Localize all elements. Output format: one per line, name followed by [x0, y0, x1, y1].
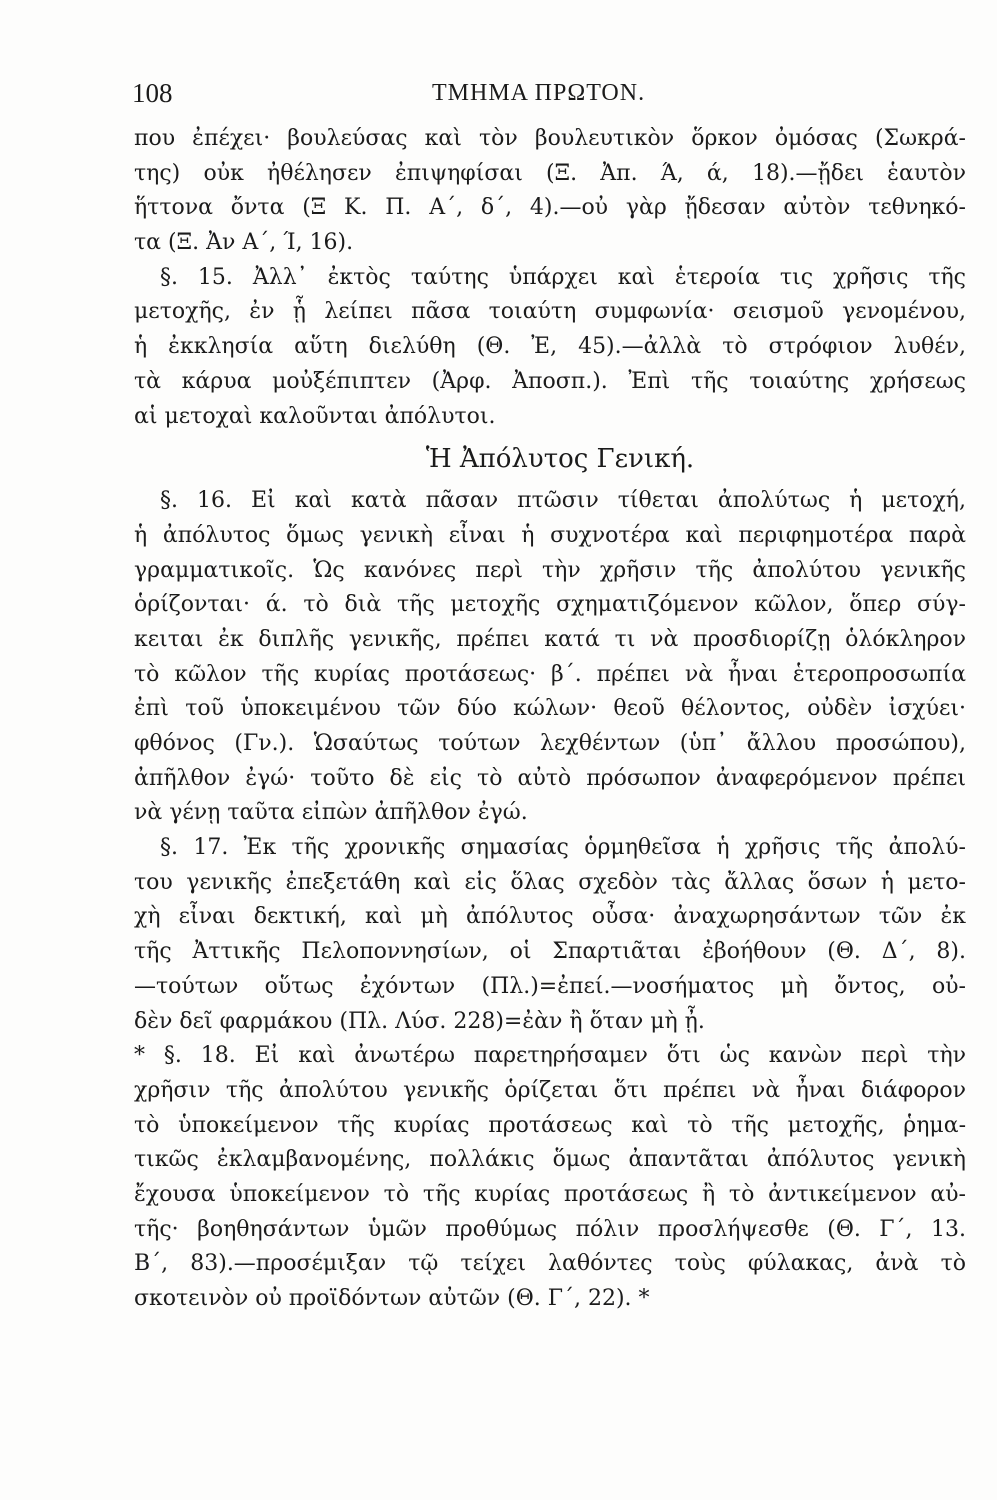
text-line: τα (Ξ. Ἀν Α΄, Ί, 16).: [134, 230, 354, 256]
text-line: κειται ἐκ διπλῆς γενικῆς, πρέπει κατά τι νὰ προσδιορίζῃ ὁλόκληρον: [134, 626, 966, 652]
text-line: ὁρίζονται· ά. τὸ διὰ τῆς μετοχῆς σχηματιζόμενον κῶλον, ὅπερ σύγ-: [134, 592, 966, 618]
paragraph-17-start: §. 17. Ἐκ τῆς χρονικῆς σημασίας ὁρμηθεῖσα ἡ χρῆσις τῆς ἀπολύ-: [160, 835, 966, 861]
text-line: σκοτεινὸν οὐ προϊδόντων αὐτῶν (Θ. Γ΄, 22). *: [134, 1286, 650, 1311]
text-line: τικῶς ἐκλαμβανομένης, πολλάκις ὅμως ἀπαντᾶται ἀπόλυτος γενικὴ: [134, 1147, 966, 1173]
paragraph-16-start: §. 16. Εἰ καὶ κατὰ πᾶσαν πτῶσιν τίθεται ἀπολύτως ἡ μετοχή,: [160, 488, 966, 514]
text-line: ἡ ἐκκλησία αὕτη διελύθη (Θ. Ἐ, 45).—ἀλλὰ τὸ στρόφιον λυθέν,: [134, 334, 966, 360]
paragraph-18-start: * §. 18. Εἰ καὶ ἀνωτέρω παρετηρήσαμεν ὅτι ὡς κανὼν περὶ τὴν: [134, 1043, 966, 1069]
text-line: ἔχουσα ὑποκείμενον τὸ τῆς κυρίας προτάσεως ἢ τὸ ἀντικείμενον αὐ-: [134, 1181, 966, 1207]
subheading: Ἡ Ἀπόλυτος Γενική.: [425, 444, 695, 475]
body-text: [134, 122, 966, 1317]
text-line: που ἐπέχει· βουλεύσας καὶ τὸν βουλευτικὸν ὅρκον ὀμόσας (Σωκρά-: [134, 126, 966, 151]
text-line: μετοχῆς, ἐν ᾗ λείπει πᾶσα τοιαύτη συμφωνία· σεισμοῦ γενομένου,: [134, 299, 966, 325]
text-line: ἡ ἀπόλυτος ὅμως γενικὴ εἶναι ἡ συχνοτέρα καὶ περιφημοτέρα παρὰ: [134, 522, 966, 548]
paragraph-15-start: §. 15. Ἀλλ᾽ ἐκτὸς ταύτης ὑπάρχει καὶ ἑτεροία τις χρῆσις τῆς: [160, 264, 966, 290]
text-line: ἐπὶ τοῦ ὑποκειμένου τῶν δύο κώλων· θεοῦ θέλοντος, οὐδὲν ἰσχύει·: [134, 696, 966, 722]
text-line: δὲν δεῖ φαρμάκου (Πλ. Λύσ. 228)=ἐὰν ἢ ὅταν μὴ ᾖ.: [134, 1008, 705, 1034]
text-line: του γενικῆς ἐπεξετάθη καὶ εἰς ὅλας σχεδὸν τὰς ἄλλας ὅσων ἡ μετο-: [134, 869, 966, 895]
section-title: ΤΜΗΜΑ ΠΡΩΤΟΝ.: [432, 80, 646, 106]
text-line: τὸ ὑποκείμενον τῆς κυρίας προτάσεως καὶ τὸ τῆς μετοχῆς, ῥημα-: [134, 1112, 966, 1138]
running-head: [132, 78, 962, 112]
text-line: γραμματικοῖς. Ὡς κανόνες περὶ τὴν χρῆσιν τῆς ἀπολύτου γενικῆς: [134, 557, 966, 583]
text-line: τῆς Ἀττικῆς Πελοποννησίων, οἱ Σπαρτιᾶται ἐβοήθουν (Θ. Δ΄, 8).: [134, 939, 966, 965]
text-line: ἥττονα ὄντα (Ξ Κ. Π. Α΄, δ΄, 4).—οὐ γὰρ ᾔδεσαν αὐτὸν τεθνηκό-: [134, 195, 966, 221]
text-line: τὰ κάρυα μοὐξέπιπτεν (Ἀρφ. Ἀποσπ.). Ἐπὶ τῆς τοιαύτης χρήσεως: [134, 368, 966, 394]
text-line: αἱ μετοχαὶ καλοῦνται ἀπόλυτοι.: [134, 403, 496, 429]
text-line: της) οὐκ ἠθέλησεν ἐπιψηφίσαι (Ξ. Ἀπ. Ά, ά, 18).—ᾔδει ἑαυτὸν: [134, 160, 966, 186]
text-line: χρῆσιν τῆς ἀπολύτου γενικῆς ὁρίζεται ὅτι πρέπει νὰ ἦναι διάφορον: [134, 1077, 966, 1103]
text-line: ἀπῆλθον ἐγώ· τοῦτο δὲ εἰς τὸ αὐτὸ πρόσωπον ἀναφερόμενον πρέπει: [134, 765, 966, 791]
page-number: 108: [132, 78, 173, 108]
text-line: τὸ κῶλον τῆς κυρίας προτάσεως· β΄. πρέπει νὰ ἦναι ἑτεροπροσωπία: [134, 661, 966, 687]
text-line: τῆς· βοηθησάντων ὑμῶν προθύμως πόλιν προσλήψεσθε (Θ. Γ΄, 13.: [134, 1216, 966, 1242]
text-line: —τούτων οὕτως ἐχόντων (Πλ.)=ἐπεί.—νοσήματος μὴ ὄντος, οὐ-: [134, 973, 966, 999]
text-line: φθόνος (Γν.). Ὡσαύτως τούτων λεχθέντων (ὑπ᾽ ἄλλου προσώπου),: [134, 731, 966, 756]
text-line: χὴ εἶναι δεκτική, καὶ μὴ ἀπόλυτος οὖσα· ἀναχωρησάντων τῶν ἐκ: [134, 904, 966, 930]
text-line: νὰ γένῃ ταῦτα εἰπὼν ἀπῆλθον ἐγώ.: [134, 800, 528, 826]
text-line: Β΄, 83).—προσέμιξαν τῷ τείχει λαθόντες τοὺς φύλακας, ἀνὰ τὸ: [134, 1251, 966, 1277]
